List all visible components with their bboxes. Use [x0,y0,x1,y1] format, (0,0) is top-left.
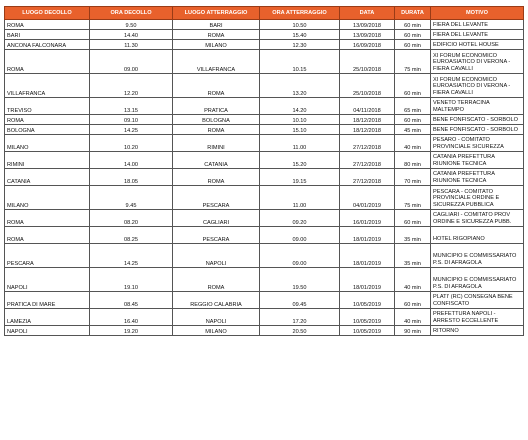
cell-durata: 75 min [395,186,431,210]
cell-data: 18/12/2018 [340,125,395,135]
cell-durata: 40 min [395,268,431,292]
header-row [5,7,524,20]
cell-luogo-decollo: CATANIA [5,169,90,186]
cell-ora-atterraggio: 10.15 [260,50,340,74]
cell-luogo-decollo: NAPOLI [5,326,90,336]
cell-luogo-decollo: BARI [5,30,90,40]
cell-luogo-decollo: ROMA [5,115,90,125]
cell-ora-decollo: 09.00 [90,50,173,74]
cell-durata: 45 min [395,125,431,135]
cell-motivo: EDIFICIO HOTEL HOUSE [431,40,524,50]
cell-ora-decollo: 12.20 [90,74,173,98]
table-row [5,74,524,98]
cell-ora-decollo: 08.20 [90,210,173,227]
flights-table [4,6,524,336]
cell-data: 25/10/2018 [340,50,395,74]
cell-data: 27/12/2018 [340,135,395,152]
cell-ora-atterraggio: 10.10 [260,115,340,125]
cell-luogo-atterraggio: ROMA [173,169,260,186]
cell-durata: 90 min [395,326,431,336]
cell-durata: 40 min [395,309,431,326]
table-body [5,20,524,336]
table-row [5,326,524,336]
table-row [5,268,524,292]
cell-data: 18/01/2019 [340,244,395,268]
table-row [5,227,524,244]
table-row [5,115,524,125]
cell-luogo-decollo: ROMA [5,210,90,227]
cell-durata: 60 min [395,20,431,30]
table-row [5,244,524,268]
cell-motivo: VENETO TERRACINA MALTEMPO [431,98,524,115]
cell-data: 04/11/2018 [340,98,395,115]
cell-ora-atterraggio: 15.40 [260,30,340,40]
table-row [5,169,524,186]
header-ora-atterraggio: ORA ATTERRAGGIO [260,7,340,20]
cell-motivo: CATANIA PREFETTURA RIUNIONE TECNICA [431,169,524,186]
cell-ora-atterraggio: 12.30 [260,40,340,50]
cell-ora-decollo: 19.20 [90,326,173,336]
header-luogo-atterraggio: LUOGO ATTERRAGGIO [173,7,260,20]
cell-ora-atterraggio: 14.20 [260,98,340,115]
cell-data: 10/05/2019 [340,309,395,326]
cell-ora-decollo: 9.50 [90,20,173,30]
header-motivo: MOTIVO [431,7,524,20]
cell-data: 16/09/2018 [340,40,395,50]
cell-ora-atterraggio: 09.00 [260,227,340,244]
cell-durata: 60 min [395,210,431,227]
cell-motivo: FIERA DEL LEVANTE [431,20,524,30]
table-row [5,20,524,30]
cell-ora-decollo: 08.25 [90,227,173,244]
cell-durata: 65 min [395,98,431,115]
cell-data: 13/09/2018 [340,20,395,30]
cell-ora-atterraggio: 11.00 [260,186,340,210]
cell-durata: 40 min [395,135,431,152]
cell-luogo-atterraggio: ROMA [173,268,260,292]
cell-luogo-decollo: RIMINI [5,152,90,169]
cell-motivo: MUNICIPIO E COMMISSARIATO P.S. DI AFRAGOLA [431,268,524,292]
cell-ora-atterraggio: 10.50 [260,20,340,30]
cell-luogo-atterraggio: RIMINI [173,135,260,152]
header-data: DATA [340,7,395,20]
cell-luogo-atterraggio: ROMA [173,125,260,135]
cell-ora-decollo: 14.25 [90,244,173,268]
cell-ora-decollo: 13.15 [90,98,173,115]
cell-durata: 35 min [395,244,431,268]
cell-motivo: PESARO - COMITATO PROVINCIALE SICUREZZA [431,135,524,152]
cell-luogo-atterraggio: BOLOGNA [173,115,260,125]
cell-luogo-atterraggio: NAPOLI [173,309,260,326]
cell-luogo-decollo: PRATICA DI MARE [5,292,90,309]
flights-table-wrapper [4,6,523,336]
cell-motivo: HOTEL RIGOPIANO [431,227,524,244]
table-row [5,210,524,227]
cell-ora-decollo: 14.00 [90,152,173,169]
cell-durata: 75 min [395,50,431,74]
cell-data: 27/12/2018 [340,169,395,186]
cell-durata: 60 min [395,292,431,309]
cell-ora-decollo: 16.40 [90,309,173,326]
cell-luogo-decollo: VILLAFRANCA [5,74,90,98]
cell-ora-decollo: 11.30 [90,40,173,50]
cell-data: 25/10/2018 [340,74,395,98]
cell-durata: 60 min [395,115,431,125]
cell-ora-atterraggio: 20.50 [260,326,340,336]
cell-luogo-decollo: PESCARA [5,244,90,268]
cell-motivo: RITORNO [431,326,524,336]
cell-luogo-atterraggio: REGGIO CALABRIA [173,292,260,309]
cell-luogo-decollo: ROMA [5,20,90,30]
cell-luogo-atterraggio: MILANO [173,40,260,50]
table-row [5,40,524,50]
cell-luogo-decollo: TREVISO [5,98,90,115]
cell-luogo-decollo: NAPOLI [5,268,90,292]
cell-motivo: CAGLIARI - COMITATO PROV ORDINE E SICUREZZA PUBB. [431,210,524,227]
cell-ora-decollo: 19.10 [90,268,173,292]
cell-luogo-decollo: LAMEZIA [5,309,90,326]
cell-luogo-decollo: BOLOGNA [5,125,90,135]
table-row [5,186,524,210]
table-row [5,152,524,169]
cell-data: 27/12/2018 [340,152,395,169]
cell-data: 18/01/2019 [340,268,395,292]
cell-ora-decollo: 14.40 [90,30,173,40]
cell-luogo-atterraggio: CAGLIARI [173,210,260,227]
cell-luogo-atterraggio: VILLAFRANCA [173,50,260,74]
cell-ora-atterraggio: 09.45 [260,292,340,309]
cell-luogo-decollo: ROMA [5,50,90,74]
table-row [5,309,524,326]
cell-ora-decollo: 08.45 [90,292,173,309]
cell-motivo: PESCARA - COMITATO PROVINCIALE ORDINE E SICUREZZA PUBBLICA [431,186,524,210]
cell-ora-atterraggio: 09.00 [260,244,340,268]
cell-durata: 60 min [395,30,431,40]
table-row [5,125,524,135]
cell-luogo-decollo: ROMA [5,227,90,244]
cell-data: 16/01/2019 [340,210,395,227]
cell-durata: 70 min [395,169,431,186]
cell-ora-decollo: 14.25 [90,125,173,135]
cell-durata: 35 min [395,227,431,244]
cell-luogo-atterraggio: NAPOLI [173,244,260,268]
header-luogo-decollo: LUOGO DECOLLO [5,7,90,20]
cell-luogo-atterraggio: ROMA [173,30,260,40]
cell-data: 10/05/2019 [340,326,395,336]
cell-ora-atterraggio: 15.20 [260,152,340,169]
cell-luogo-decollo: MILANO [5,186,90,210]
header-ora-decollo: ORA DECOLLO [90,7,173,20]
cell-ora-atterraggio: 13.20 [260,74,340,98]
cell-motivo: PREFETTURA NAPOLI - ARRESTO ECCELLENTE [431,309,524,326]
cell-ora-decollo: 10.20 [90,135,173,152]
cell-ora-atterraggio: 15.10 [260,125,340,135]
cell-data: 13/09/2018 [340,30,395,40]
cell-durata: 60 min [395,40,431,50]
cell-luogo-atterraggio: PESCARA [173,186,260,210]
cell-data: 18/01/2019 [340,227,395,244]
cell-data: 18/12/2018 [340,115,395,125]
cell-luogo-atterraggio: BARI [173,20,260,30]
cell-durata: 60 min [395,74,431,98]
cell-data: 04/01/2019 [340,186,395,210]
table-row [5,50,524,74]
cell-luogo-atterraggio: MILANO [173,326,260,336]
cell-ora-atterraggio: 17.20 [260,309,340,326]
cell-luogo-atterraggio: PRATICA [173,98,260,115]
cell-motivo: BENE FONFISCATO - SORBOLO [431,125,524,135]
header-durata: DURATA [395,7,431,20]
cell-ora-decollo: 09.10 [90,115,173,125]
cell-ora-atterraggio: 09.20 [260,210,340,227]
cell-luogo-atterraggio: CATANIA [173,152,260,169]
cell-luogo-atterraggio: PESCARA [173,227,260,244]
cell-motivo: FIERA DEL LEVANTE [431,30,524,40]
cell-ora-atterraggio: 19.50 [260,268,340,292]
table-row [5,30,524,40]
cell-motivo: XI FORUM ECONOMICO EUROASIATICO DI VERONA - FIERA CAVALLI [431,74,524,98]
cell-ora-decollo: 18.05 [90,169,173,186]
cell-motivo: MUNICIPIO E COMMISSARIATO P.S. DI AFRAGOLA [431,244,524,268]
table-row [5,135,524,152]
cell-motivo: CATANIA PREFETTURA RIUNIONE TECNICA [431,152,524,169]
cell-ora-decollo: 9.45 [90,186,173,210]
cell-data: 10/05/2019 [340,292,395,309]
cell-durata: 80 min [395,152,431,169]
cell-motivo: PLATI' (RC) CONSEGNA BENE CONFISCATO [431,292,524,309]
table-row [5,292,524,309]
cell-luogo-decollo: MILANO [5,135,90,152]
cell-luogo-decollo: ANCONA FALCONARA [5,40,90,50]
cell-motivo: BENE FONFISCATO - SORBOLO [431,115,524,125]
cell-motivo: XI FORUM ECONOMICO EUROASIATICO DI VERONA - FIERA CAVALLI [431,50,524,74]
cell-ora-atterraggio: 11.00 [260,135,340,152]
cell-ora-atterraggio: 19.15 [260,169,340,186]
table-row [5,98,524,115]
cell-luogo-atterraggio: ROMA [173,74,260,98]
